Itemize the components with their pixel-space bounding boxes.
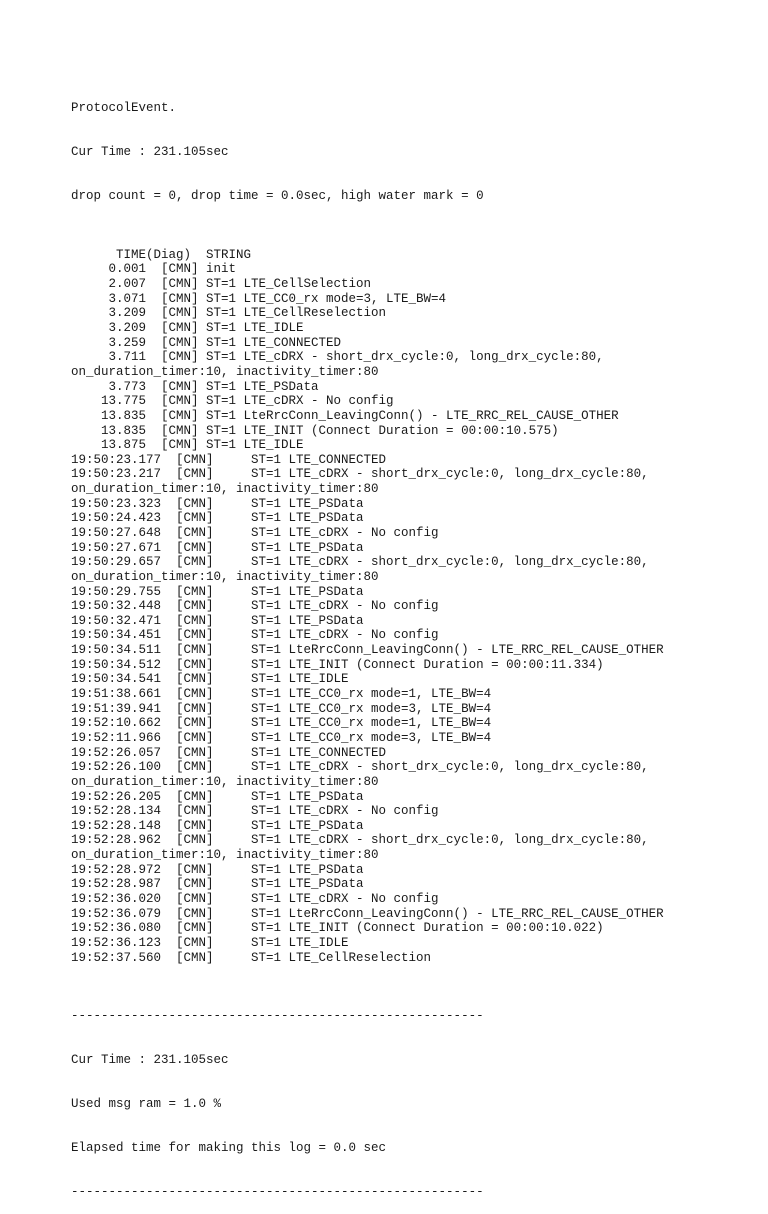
log-line: 19:52:36.079 [CMN] ST=1 LteRrcConn_LeavingConn() - LTE_RRC_REL_CAUSE_OTHER xyxy=(71,906,664,921)
log-line: 19:50:34.451 [CMN] ST=1 LTE_cDRX - No config xyxy=(71,628,439,643)
log-line: 19:50:27.648 [CMN] ST=1 LTE_cDRX - No config xyxy=(71,525,439,540)
log-line: 19:50:23.217 [CMN] ST=1 LTE_cDRX - short_drx_cycle:0, long_drx_cycle:80, xyxy=(71,467,649,482)
log-line: 19:50:29.657 [CMN] ST=1 LTE_cDRX - short_drx_cycle:0, long_drx_cycle:80, xyxy=(71,555,649,570)
log-line: 19:52:36.020 [CMN] ST=1 LTE_cDRX - No config xyxy=(71,892,439,906)
log-line: 19:50:27.671 [CMN] ST=1 LTE_PSData xyxy=(71,540,364,555)
log-line: on_duration_timer:10, inactivity_timer:80 xyxy=(71,569,379,584)
footer-separator-top: ------------------------------------------------------- xyxy=(71,1009,484,1024)
log-line: 19:52:28.972 [CMN] ST=1 LTE_PSData xyxy=(71,862,364,877)
log-line: 19:52:28.134 [CMN] ST=1 LTE_cDRX - No config xyxy=(71,804,439,819)
log-line: 19:50:32.471 [CMN] ST=1 LTE_PSData xyxy=(71,613,364,628)
log-line: 19:52:11.966 [CMN] ST=1 LTE_CC0_rx mode=3, LTE_BW=4 xyxy=(71,730,492,745)
log-body xyxy=(71,233,664,980)
log-line: 13.775 [CMN] ST=1 LTE_cDRX - No config xyxy=(71,394,394,409)
log-line: on_duration_timer:10, inactivity_timer:80 xyxy=(71,482,379,497)
footer-separator-bottom: ------------------------------------------------------- xyxy=(71,1184,484,1199)
log-line: 3.071 [CMN] ST=1 LTE_CC0_rx mode=3, LTE_BW=4 xyxy=(71,291,447,306)
log-line: 0.001 [CMN] init xyxy=(71,262,237,277)
log-line: 19:52:28.962 [CMN] ST=1 LTE_cDRX - short_drx_cycle:0, long_drx_cycle:80, xyxy=(71,833,649,848)
log-line: 19:50:32.448 [CMN] ST=1 LTE_cDRX - No config xyxy=(71,599,439,614)
log-line: 19:52:28.148 [CMN] ST=1 LTE_PSData xyxy=(71,818,364,833)
log-drop-info: drop count = 0, drop time = 0.0sec, high water mark = 0 xyxy=(71,189,484,204)
log-line: 19:50:34.512 [CMN] ST=1 LTE_INIT (Connect Duration = 00:00:11.334) xyxy=(71,657,604,672)
log-line: 19:50:29.755 [CMN] ST=1 LTE_PSData xyxy=(71,584,364,599)
footer-elapsed-time: Elapsed time for making this log = 0.0 sec xyxy=(71,1141,387,1156)
log-line: 19:51:39.941 [CMN] ST=1 LTE_CC0_rx mode=3, LTE_BW=4 xyxy=(71,701,492,716)
log-line: 19:50:23.177 [CMN] ST=1 LTE_CONNECTED xyxy=(71,452,387,467)
log-cur-time: Cur Time : 231.105sec xyxy=(71,145,229,160)
log-line: 19:52:26.205 [CMN] ST=1 LTE_PSData xyxy=(71,789,364,804)
log-line: 2.007 [CMN] ST=1 LTE_CellSelection xyxy=(71,277,372,292)
log-line: 13.835 [CMN] ST=1 LteRrcConn_LeavingConn() - LTE_RRC_REL_CAUSE_OTHER xyxy=(71,408,619,423)
log-line: 3.259 [CMN] ST=1 LTE_CONNECTED xyxy=(71,335,342,350)
log-line: 19:50:34.511 [CMN] ST=1 LteRrcConn_LeavingConn() - LTE_RRC_REL_CAUSE_OTHER xyxy=(71,643,664,658)
log-line: on_duration_timer:10, inactivity_timer:80 xyxy=(71,364,379,379)
footer-used-msg-ram: Used msg ram = 1.0 % xyxy=(71,1097,222,1112)
log-line: 19:52:37.560 [CMN] ST=1 LTE_CellReselection xyxy=(71,950,432,965)
log-line: 19:50:34.541 [CMN] ST=1 LTE_IDLE xyxy=(71,672,349,687)
log-line: 19:52:36.123 [CMN] ST=1 LTE_IDLE xyxy=(71,935,349,950)
log-line xyxy=(71,965,664,980)
log-line: TIME(Diag) STRING xyxy=(71,247,252,262)
log-line xyxy=(71,233,664,248)
log-title: ProtocolEvent. xyxy=(71,101,177,116)
log-line: 19:51:38.661 [CMN] ST=1 LTE_CC0_rx mode=1, LTE_BW=4 xyxy=(71,687,492,702)
log-line: 19:50:24.423 [CMN] ST=1 LTE_PSData xyxy=(71,511,364,526)
log-line: 19:52:36.080 [CMN] ST=1 LTE_INIT (Connect Duration = 00:00:10.022) xyxy=(71,921,604,936)
log-line: 19:52:10.662 [CMN] ST=1 LTE_CC0_rx mode=1, LTE_BW=4 xyxy=(71,716,492,731)
log-line: 3.209 [CMN] ST=1 LTE_IDLE xyxy=(71,321,304,336)
log-line: 13.835 [CMN] ST=1 LTE_INIT (Connect Duration = 00:00:10.575) xyxy=(71,423,559,438)
log-line: 3.711 [CMN] ST=1 LTE_cDRX - short_drx_cycle:0, long_drx_cycle:80, xyxy=(71,350,604,365)
log-line: on_duration_timer:10, inactivity_timer:80 xyxy=(71,774,379,789)
log-line: 19:52:26.100 [CMN] ST=1 LTE_cDRX - short_drx_cycle:0, long_drx_cycle:80, xyxy=(71,760,649,775)
log-line: 3.209 [CMN] ST=1 LTE_CellReselection xyxy=(71,306,387,321)
log-line: 3.773 [CMN] ST=1 LTE_PSData xyxy=(71,379,319,394)
footer-cur-time: Cur Time : 231.105sec xyxy=(71,1053,229,1068)
log-line: 19:52:28.987 [CMN] ST=1 LTE_PSData xyxy=(71,877,364,892)
protocol-event-log xyxy=(71,72,664,1214)
log-line: 19:52:26.057 [CMN] ST=1 LTE_CONNECTED xyxy=(71,745,387,760)
log-line: on_duration_timer:10, inactivity_timer:80 xyxy=(71,848,379,863)
log-line: 19:50:23.323 [CMN] ST=1 LTE_PSData xyxy=(71,496,364,511)
log-line: 13.875 [CMN] ST=1 LTE_IDLE xyxy=(71,438,304,453)
